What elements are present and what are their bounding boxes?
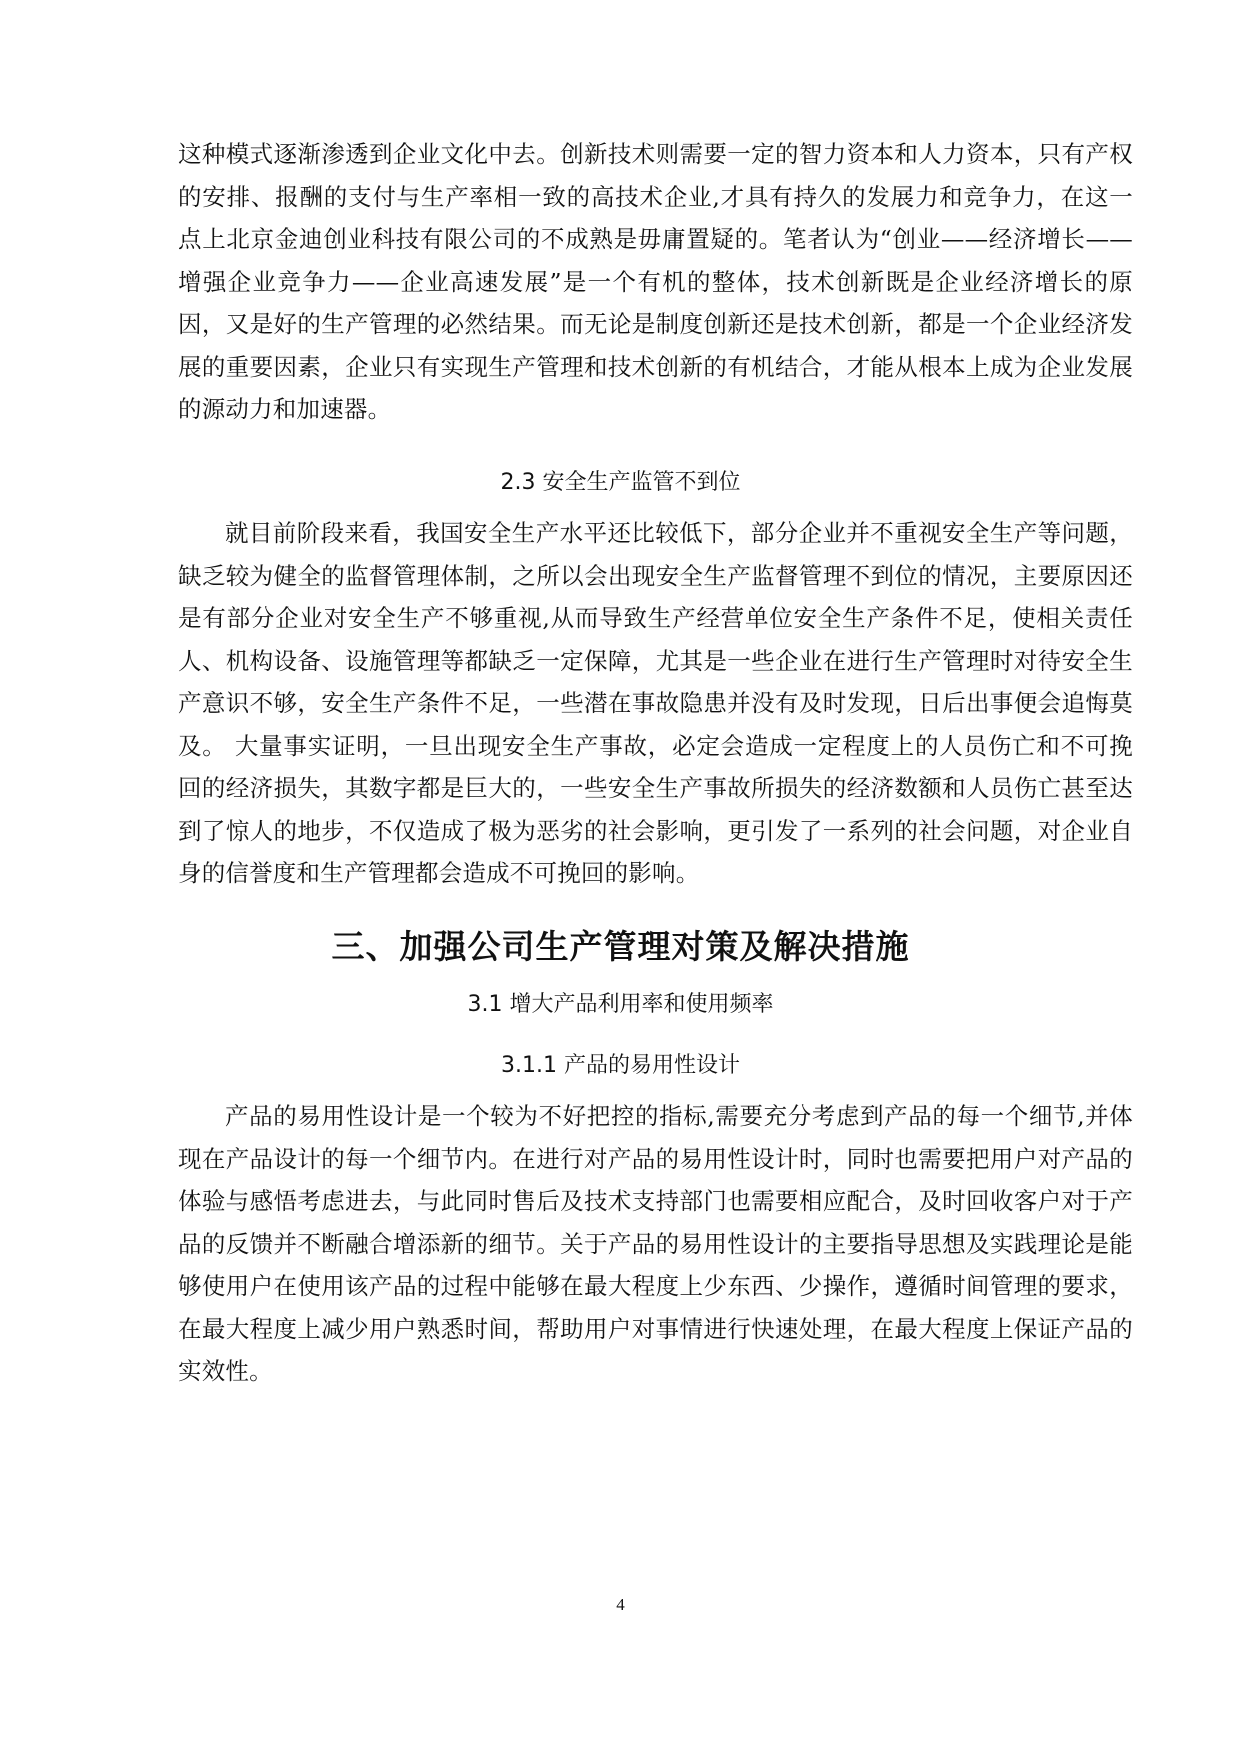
page-number: 4 <box>616 1595 625 1614</box>
section-heading-2-3: 2.3 安全生产监管不到位 <box>500 470 741 495</box>
body-paragraph-usability: 产品的易用性设计是一个较为不好把控的指标,需要充分考虑到产品的每一个细节,并体现在产品设计的每一个细节内。在进行对产品的易用性设计时，同时也需要把用户对产品的体验与感悟考虑进去，与此同时售后及技术支持部门也需要相应配合，及时回收客户对于产品的反馈并不断融合增添新的细节。关于产品的易用性设计的主要指导思想及实践理论是能够使用户在使用该产品的过程中能够在最大程度上少东西、少操作，遵循时间管理的要求，在最大程度上减少用户熟悉时间，帮助用户对事情进行快速处理，在最大程度上保证产品的实效性。 <box>178 1102 1133 1385</box>
chapter-heading-3: 三、加强公司生产管理对策及解决措施 <box>331 927 910 966</box>
section-heading-3-1-1: 3.1.1 产品的易用性设计 <box>501 1053 740 1078</box>
body-paragraph-safety: 就目前阶段来看，我国安全生产水平还比较低下，部分企业并不重视安全生产等问题，缺乏较为健全的监督管理体制，之所以会出现安全生产监督管理不到位的情况，主要原因还是有部分企业对安全生产不够重视,从而导致生产经营单位安全生产条件不足，使相关责任人、机构设备、设施管理等都缺乏一定保障，尤其是一些企业在进行生产管理时对待安全生产意识不够，安全生产条件不足，一些潜在事故隐患并没有及时发现，日后出事便会追悔莫及。 大量事实证明，一旦出现安全生产事故，必定会造成一定程度上的人员伤亡和不可挽回的经济损失，其数字都是巨大的，一些安全生产事故所损失的经济数额和人员伤亡甚至达到了惊人的地步，不仅造成了极为恶劣的社会影响，更引发了一系列的社会问题，对企业自身的信誉度和生产管理都会造成不可挽回的影响。 <box>178 519 1133 887</box>
section-heading-3-1: 3.1 增大产品利用率和使用频率 <box>467 992 774 1017</box>
body-paragraph-innovation: 这种模式逐渐渗透到企业文化中去。创新技术则需要一定的智力资本和人力资本，只有产权的安排、报酬的支付与生产率相一致的高技术企业,才具有持久的发展力和竞争力，在这一点上北京金迪创业科技有限公司的不成熟是毋庸置疑的。笔者认为“创业——经济增长——增强企业竞争力——企业高速发展”是一个有机的整体，技术创新既是企业经济增长的原因，又是好的生产管理的必然结果。而无论是制度创新还是技术创新，都是一个企业经济发展的重要因素，企业只有实现生产管理和技术创新的有机结合，才能从根本上成为企业发展的源动力和加速器。 <box>178 140 1133 423</box>
